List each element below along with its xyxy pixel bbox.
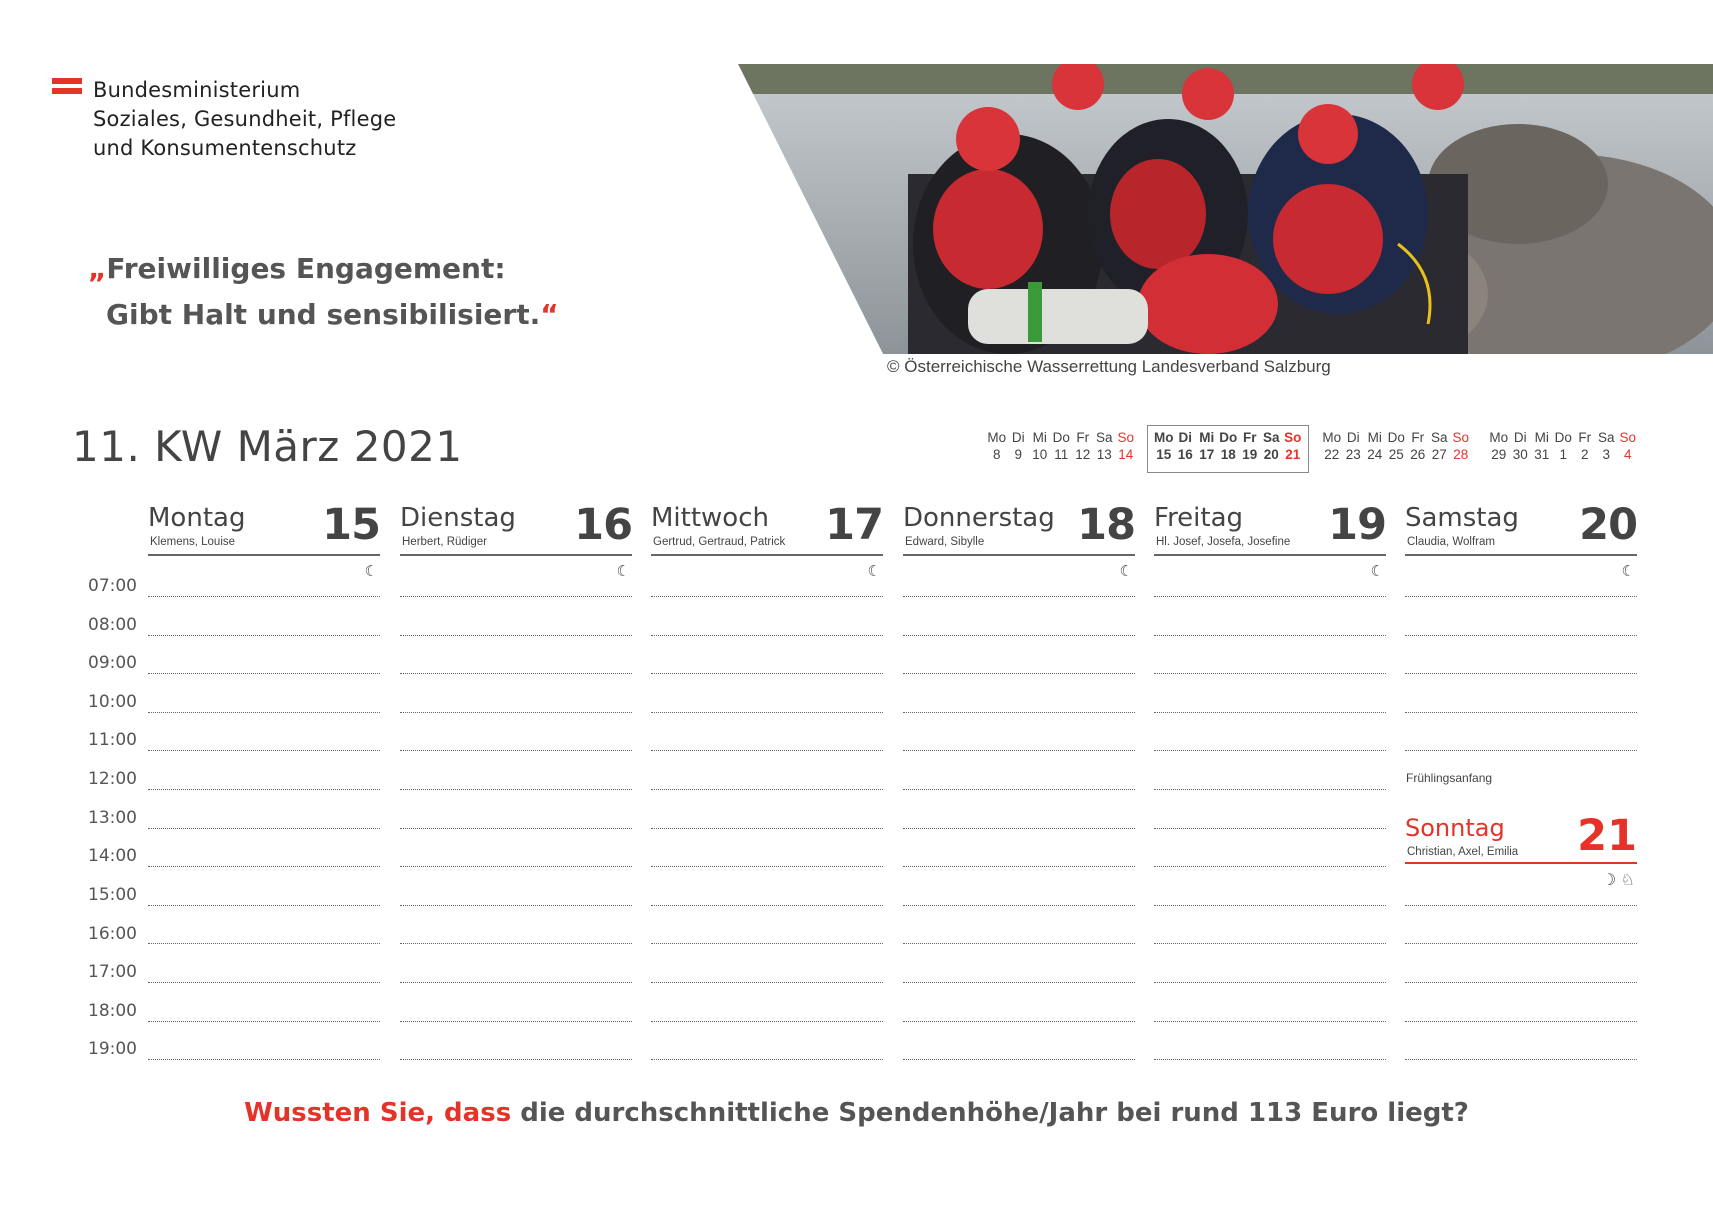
quote-close-mark: “ [540, 298, 559, 331]
writing-line[interactable] [903, 866, 1135, 867]
day-number: 20 [1579, 500, 1637, 550]
day-column-wednesday [651, 500, 883, 580]
writing-line[interactable] [1154, 635, 1386, 636]
minical-week-11: Mo Di Mi Do Fr Sa So 15 16 17 18 19 20 21 [1154, 430, 1302, 462]
writing-line[interactable] [148, 712, 380, 713]
day-column-saturday [1405, 500, 1637, 580]
writing-line[interactable] [1154, 1059, 1386, 1060]
name-days: Hl. Josef, Josefa, Josefine [1156, 536, 1291, 548]
footer-fact [0, 1098, 1713, 1128]
minical-week-12: Mo Di Mi Do Fr Sa So 22 23 24 25 26 27 28 [1322, 430, 1469, 462]
day-name: Montag [148, 503, 246, 533]
writing-line[interactable] [651, 750, 883, 751]
waning-moon-icon: ☾ [1370, 563, 1384, 580]
week-title: 11. KW März 2021 [72, 422, 463, 471]
writing-line[interactable] [651, 712, 883, 713]
writing-line[interactable] [1405, 1059, 1637, 1060]
footer-text: die durchschnittliche Spendenhöhe/Jahr bei rund 113 Euro liegt? [511, 1098, 1469, 1128]
day-column-monday [148, 500, 380, 580]
day-name: Freitag [1154, 503, 1244, 533]
writing-line[interactable] [148, 1021, 380, 1022]
writing-line[interactable] [903, 596, 1135, 597]
name-days: Christian, Axel, Emilia [1407, 846, 1519, 858]
minical-week-10: Mo Di Mi Do Fr Sa So 8 9 10 11 12 13 14 [987, 430, 1134, 462]
writing-line[interactable] [1154, 943, 1386, 944]
day-name: Dienstag [400, 503, 516, 533]
day-number: 15 [322, 500, 380, 550]
day-name: Mittwoch [651, 503, 769, 533]
writing-line[interactable] [651, 828, 883, 829]
time-label: 17:00 [88, 962, 137, 982]
writing-line[interactable] [1405, 635, 1637, 636]
time-label: 19:00 [88, 1039, 137, 1059]
time-label: 15:00 [88, 885, 137, 905]
writing-line[interactable] [903, 789, 1135, 790]
day-header [1405, 500, 1637, 556]
writing-line[interactable] [651, 789, 883, 790]
writing-line[interactable] [903, 1059, 1135, 1060]
day-name: Sonntag [1405, 814, 1505, 842]
writing-line[interactable] [1154, 866, 1386, 867]
time-label: 11:00 [88, 730, 137, 750]
writing-line[interactable] [148, 828, 380, 829]
writing-line[interactable] [148, 789, 380, 790]
name-days: Edward, Sibylle [905, 536, 985, 548]
waning-moon-icon: ☾ [867, 563, 881, 580]
day-number: 21 [1577, 811, 1637, 861]
day-header [903, 500, 1135, 556]
writing-line[interactable] [1154, 1021, 1386, 1022]
writing-line[interactable] [400, 750, 632, 751]
holiday-note: Frühlingsanfang [1406, 771, 1493, 785]
writing-line[interactable] [400, 635, 632, 636]
day-column-friday [1154, 500, 1386, 580]
writing-line[interactable] [1405, 673, 1637, 674]
ministry-line-3: und Konsumentenschutz [93, 136, 357, 160]
writing-line[interactable] [148, 943, 380, 944]
writing-line[interactable] [148, 982, 380, 983]
day-header [1154, 500, 1386, 556]
writing-line[interactable] [400, 982, 632, 983]
writing-line[interactable] [400, 828, 632, 829]
day-column-thursday [903, 500, 1135, 580]
writing-line[interactable] [1154, 750, 1386, 751]
photo-credit: © Österreichische Wasserrettung Landesverband Salzburg [887, 357, 1331, 376]
writing-line[interactable] [1405, 712, 1637, 713]
writing-line[interactable] [1405, 750, 1637, 751]
writing-line[interactable] [651, 1059, 883, 1060]
time-label: 16:00 [88, 924, 137, 944]
day-number: 16 [574, 500, 632, 550]
time-label: 18:00 [88, 1001, 137, 1021]
writing-line[interactable] [148, 635, 380, 636]
name-days: Gertrud, Gertraud, Patrick [653, 536, 786, 548]
day-name: Samstag [1405, 503, 1519, 533]
writing-line[interactable] [651, 1021, 883, 1022]
time-label: 09:00 [88, 653, 137, 673]
day-header [400, 500, 632, 556]
writing-line[interactable] [1405, 596, 1637, 597]
writing-line[interactable] [400, 673, 632, 674]
writing-line[interactable] [148, 596, 380, 597]
writing-line[interactable] [400, 789, 632, 790]
writing-line[interactable] [400, 905, 632, 906]
writing-line[interactable] [903, 1021, 1135, 1022]
time-label: 14:00 [88, 846, 137, 866]
writing-line[interactable] [1154, 982, 1386, 983]
writing-line[interactable] [148, 673, 380, 674]
ministry-name [93, 76, 396, 163]
writing-line[interactable] [400, 866, 632, 867]
writing-line[interactable] [651, 635, 883, 636]
writing-line[interactable] [148, 866, 380, 867]
writing-line[interactable] [148, 1059, 380, 1060]
name-days: Herbert, Rüdiger [402, 536, 488, 548]
writing-line[interactable] [651, 943, 883, 944]
writing-line[interactable] [903, 943, 1135, 944]
writing-line[interactable] [903, 905, 1135, 906]
day-name: Donnerstag [903, 503, 1055, 533]
time-label: 13:00 [88, 808, 137, 828]
writing-line[interactable] [903, 828, 1135, 829]
writing-line[interactable] [1154, 673, 1386, 674]
minical-week-13: Mo Di Mi Do Fr Sa So 29 30 31 1 2 3 4 [1489, 430, 1636, 462]
writing-line[interactable] [148, 750, 380, 751]
waning-moon-icon: ☾ [1621, 563, 1635, 580]
day-number: 19 [1328, 500, 1386, 550]
writing-line[interactable] [1154, 905, 1386, 906]
quote [88, 246, 559, 338]
day-column-sunday [1405, 806, 1637, 889]
writing-line[interactable] [903, 635, 1135, 636]
name-days: Klemens, Louise [150, 536, 236, 548]
day-header [651, 500, 883, 556]
writing-line[interactable] [400, 1021, 632, 1022]
ministry-line-2: Soziales, Gesundheit, Pflege [93, 107, 397, 131]
writing-line[interactable] [651, 866, 883, 867]
writing-line[interactable] [903, 750, 1135, 751]
waning-moon-icon: ☾ [616, 563, 630, 580]
austria-flag-logo [52, 78, 82, 98]
quote-line-2: Gibt Halt und sensibilisiert. [106, 298, 541, 331]
writing-line[interactable] [148, 905, 380, 906]
day-number: 18 [1077, 500, 1135, 550]
writing-line[interactable] [903, 673, 1135, 674]
quote-line-1: Freiwilliges Engagement: [106, 252, 506, 285]
writing-line[interactable] [400, 712, 632, 713]
writing-line[interactable] [1154, 828, 1386, 829]
writing-line[interactable] [651, 596, 883, 597]
writing-line[interactable] [1154, 789, 1386, 790]
writing-line[interactable] [1405, 1021, 1637, 1022]
time-label: 12:00 [88, 769, 137, 789]
day-number: 17 [825, 500, 883, 550]
day-column-tuesday [400, 500, 632, 580]
writing-line[interactable] [903, 712, 1135, 713]
writing-line[interactable] [400, 1059, 632, 1060]
writing-line[interactable] [1405, 905, 1637, 906]
writing-line[interactable] [400, 943, 632, 944]
writing-line[interactable] [1154, 712, 1386, 713]
writing-line[interactable] [1154, 596, 1386, 597]
waning-moon-icon: ☾ [1119, 563, 1133, 580]
quote-open-mark: „ [88, 252, 107, 285]
writing-line[interactable] [651, 673, 883, 674]
time-label: 10:00 [88, 692, 137, 712]
day-header [1405, 806, 1637, 864]
writing-line[interactable] [1405, 943, 1637, 944]
waning-moon-icon: ☾ [364, 563, 378, 580]
day-header [148, 500, 380, 556]
writing-line[interactable] [651, 905, 883, 906]
time-label: 08:00 [88, 615, 137, 635]
writing-line[interactable] [903, 982, 1135, 983]
time-label: 07:00 [88, 576, 137, 596]
crescent-moon-icon: ☽ ♘ [1601, 872, 1635, 889]
footer-highlight: Wussten Sie, dass [244, 1098, 512, 1128]
writing-line[interactable] [400, 596, 632, 597]
name-days: Claudia, Wolfram [1407, 536, 1495, 548]
writing-line[interactable] [1405, 982, 1637, 983]
ministry-line-1: Bundesministerium [93, 78, 301, 102]
rescue-photo [738, 64, 1713, 354]
writing-line[interactable] [651, 982, 883, 983]
